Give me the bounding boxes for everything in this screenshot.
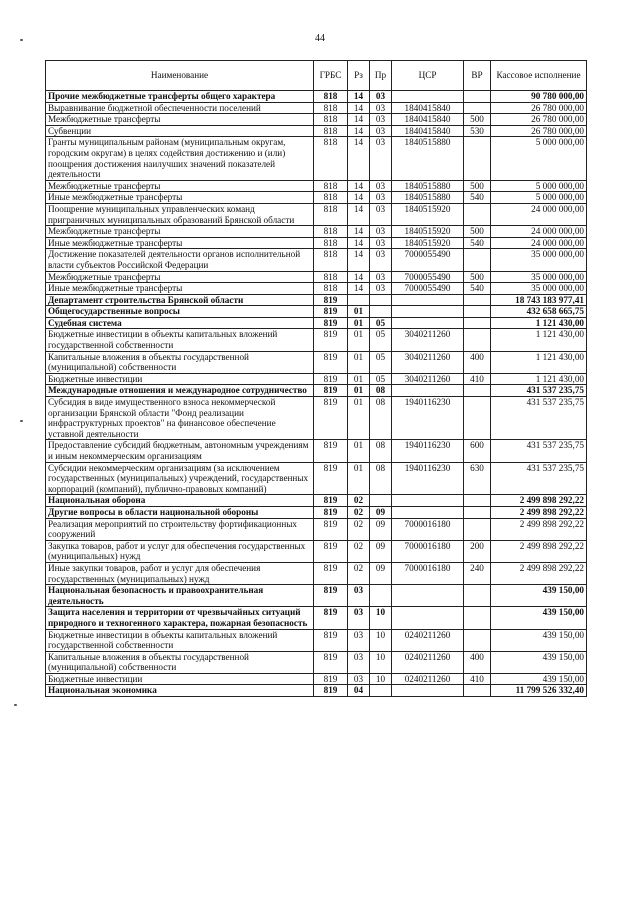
row-sum-cell: 432 658 665,75 — [491, 306, 587, 318]
row-csr-cell: 0240211260 — [392, 629, 464, 651]
row-grbs-cell: 819 — [314, 462, 348, 495]
row-grbs-cell: 818 — [314, 137, 348, 180]
row-sum-cell: 24 000 000,00 — [491, 203, 587, 225]
row-vr-cell: 500 — [464, 180, 491, 192]
row-sum-cell: 2 499 898 292,22 — [491, 518, 587, 540]
row-pr-cell: 10 — [370, 607, 392, 629]
row-pr-cell: 05 — [370, 373, 392, 385]
row-csr-cell — [392, 585, 464, 607]
row-rz-cell: 02 — [348, 495, 370, 507]
scan-speck — [20, 39, 23, 41]
header-grbs: ГРБС — [314, 61, 348, 91]
row-name-cell: Департамент строительства Брянской области — [46, 294, 314, 306]
row-grbs-cell: 819 — [314, 329, 348, 351]
row-sum-cell: 26 780 000,00 — [491, 125, 587, 137]
row-name-cell: Иные межбюджетные трансферты — [46, 237, 314, 249]
row-vr-cell — [464, 294, 491, 306]
row-vr-cell — [464, 385, 491, 397]
row-rz-cell: 01 — [348, 397, 370, 440]
row-vr-cell: 540 — [464, 283, 491, 295]
row-sum-cell: 26 780 000,00 — [491, 102, 587, 114]
row-csr-cell — [392, 91, 464, 103]
row-vr-cell — [464, 607, 491, 629]
row-csr-cell: 1940116230 — [392, 462, 464, 495]
row-name-cell: Капитальные вложения в объекты государственной (муниципальной) собственности — [46, 351, 314, 373]
row-pr-cell: 03 — [370, 271, 392, 283]
row-sum-cell: 2 499 898 292,22 — [491, 562, 587, 584]
row-vr-cell — [464, 495, 491, 507]
row-sum-cell: 431 537 235,75 — [491, 385, 587, 397]
row-rz-cell: 02 — [348, 562, 370, 584]
table-row — [46, 317, 587, 329]
row-grbs-cell: 818 — [314, 125, 348, 137]
row-vr-cell — [464, 397, 491, 440]
row-rz-cell: 03 — [348, 673, 370, 685]
row-csr-cell: 1940116230 — [392, 440, 464, 462]
row-name-cell: Бюджетные инвестиции — [46, 373, 314, 385]
row-pr-cell: 08 — [370, 385, 392, 397]
row-rz-cell: 14 — [348, 192, 370, 204]
row-sum-cell: 439 150,00 — [491, 673, 587, 685]
row-grbs-cell: 818 — [314, 226, 348, 238]
row-grbs-cell: 819 — [314, 518, 348, 540]
row-rz-cell: 01 — [348, 373, 370, 385]
row-sum-cell: 35 000 000,00 — [491, 283, 587, 295]
row-grbs-cell: 819 — [314, 585, 348, 607]
row-vr-cell — [464, 137, 491, 180]
row-sum-cell: 35 000 000,00 — [491, 271, 587, 283]
row-sum-cell: 431 537 235,75 — [491, 440, 587, 462]
row-sum-cell: 439 150,00 — [491, 585, 587, 607]
row-csr-cell: 1840415840 — [392, 125, 464, 137]
row-pr-cell: 08 — [370, 397, 392, 440]
table-row — [46, 562, 587, 584]
row-grbs-cell: 819 — [314, 562, 348, 584]
row-name-cell: Межбюджетные трансферты — [46, 271, 314, 283]
row-pr-cell: 10 — [370, 629, 392, 651]
row-rz-cell: 14 — [348, 203, 370, 225]
row-sum-cell: 26 780 000,00 — [491, 114, 587, 126]
row-pr-cell: 03 — [370, 192, 392, 204]
row-rz-cell: 14 — [348, 283, 370, 295]
row-rz-cell: 01 — [348, 329, 370, 351]
row-pr-cell: 03 — [370, 102, 392, 114]
row-grbs-cell: 818 — [314, 237, 348, 249]
row-csr-cell: 1840515880 — [392, 192, 464, 204]
table-row — [46, 440, 587, 462]
row-grbs-cell: 819 — [314, 495, 348, 507]
row-grbs-cell: 819 — [314, 317, 348, 329]
table-row — [46, 91, 587, 103]
row-name-cell: Иные межбюджетные трансферты — [46, 283, 314, 295]
table-row — [46, 651, 587, 673]
header-pr: Пр — [370, 61, 392, 91]
row-vr-cell — [464, 317, 491, 329]
row-pr-cell: 03 — [370, 137, 392, 180]
row-rz-cell: 03 — [348, 607, 370, 629]
row-pr-cell — [370, 685, 392, 697]
row-rz-cell: 14 — [348, 249, 370, 271]
table-row — [46, 607, 587, 629]
row-grbs-cell: 819 — [314, 385, 348, 397]
row-vr-cell: 530 — [464, 125, 491, 137]
row-pr-cell: 08 — [370, 462, 392, 495]
row-vr-cell: 500 — [464, 114, 491, 126]
row-grbs-cell: 818 — [314, 283, 348, 295]
table-row — [46, 249, 587, 271]
row-grbs-cell: 819 — [314, 440, 348, 462]
table-body — [46, 91, 587, 697]
row-csr-cell: 1840515920 — [392, 237, 464, 249]
row-name-cell: Межбюджетные трансферты — [46, 180, 314, 192]
row-rz-cell: 14 — [348, 271, 370, 283]
table-row — [46, 271, 587, 283]
row-rz-cell: 01 — [348, 440, 370, 462]
table-row — [46, 397, 587, 440]
header-vr: ВР — [464, 61, 491, 91]
table-row — [46, 294, 587, 306]
row-csr-cell — [392, 685, 464, 697]
row-rz-cell: 01 — [348, 306, 370, 318]
row-sum-cell: 439 150,00 — [491, 607, 587, 629]
row-rz-cell: 01 — [348, 351, 370, 373]
row-name-cell: Иные межбюджетные трансферты — [46, 192, 314, 204]
table-row — [46, 192, 587, 204]
row-vr-cell — [464, 518, 491, 540]
row-vr-cell — [464, 629, 491, 651]
row-vr-cell: 540 — [464, 192, 491, 204]
row-vr-cell — [464, 91, 491, 103]
row-grbs-cell: 819 — [314, 651, 348, 673]
row-grbs-cell: 819 — [314, 685, 348, 697]
table-row — [46, 114, 587, 126]
table-row — [46, 685, 587, 697]
row-pr-cell: 09 — [370, 540, 392, 562]
row-csr-cell: 7000055490 — [392, 283, 464, 295]
row-name-cell: Субсидии некоммерческим организациям (за исключением государственных (муниципальных) учреждений, государственных корпораций (компаний), публично-правовых компаний) — [46, 462, 314, 495]
row-csr-cell: 7000055490 — [392, 249, 464, 271]
row-csr-cell: 1840415840 — [392, 114, 464, 126]
row-pr-cell: 10 — [370, 673, 392, 685]
table-row — [46, 385, 587, 397]
row-rz-cell: 02 — [348, 518, 370, 540]
budget-execution-table — [45, 60, 587, 697]
row-sum-cell: 431 537 235,75 — [491, 397, 587, 440]
row-pr-cell: 03 — [370, 91, 392, 103]
row-vr-cell — [464, 306, 491, 318]
row-vr-cell — [464, 249, 491, 271]
row-csr-cell: 7000016180 — [392, 518, 464, 540]
row-name-cell: Субсидия в виде имущественного взноса некоммерческой организации Брянской области "Фонд реализации инфраструктурных проектов" на финансовое обеспечение уставной деятельности — [46, 397, 314, 440]
row-pr-cell: 03 — [370, 226, 392, 238]
row-rz-cell: 14 — [348, 137, 370, 180]
row-pr-cell: 10 — [370, 651, 392, 673]
row-sum-cell: 5 000 000,00 — [491, 137, 587, 180]
row-csr-cell — [392, 385, 464, 397]
row-pr-cell — [370, 585, 392, 607]
row-name-cell: Национальная экономика — [46, 685, 314, 697]
row-grbs-cell: 818 — [314, 102, 348, 114]
row-grbs-cell: 818 — [314, 180, 348, 192]
row-name-cell: Реализация мероприятий по строительству фортификационных сооружений — [46, 518, 314, 540]
row-vr-cell: 200 — [464, 540, 491, 562]
row-rz-cell: 14 — [348, 102, 370, 114]
row-csr-cell: 7000055490 — [392, 271, 464, 283]
row-vr-cell — [464, 329, 491, 351]
row-rz-cell: 02 — [348, 540, 370, 562]
header-sum: Кассовое исполнение — [491, 61, 587, 91]
row-grbs-cell: 819 — [314, 629, 348, 651]
row-name-cell: Межбюджетные трансферты — [46, 114, 314, 126]
row-grbs-cell: 818 — [314, 192, 348, 204]
row-name-cell: Закупка товаров, работ и услуг для обеспечения государственных (муниципальных) нужд — [46, 540, 314, 562]
table-row — [46, 495, 587, 507]
scan-speck — [20, 420, 23, 422]
row-sum-cell: 439 150,00 — [491, 651, 587, 673]
row-grbs-cell: 819 — [314, 294, 348, 306]
row-pr-cell: 03 — [370, 180, 392, 192]
row-grbs-cell: 819 — [314, 607, 348, 629]
row-sum-cell: 1 121 430,00 — [491, 373, 587, 385]
table-row — [46, 506, 587, 518]
row-name-cell: Прочие межбюджетные трансферты общего характера — [46, 91, 314, 103]
row-csr-cell — [392, 306, 464, 318]
table-row — [46, 462, 587, 495]
row-sum-cell: 1 121 430,00 — [491, 317, 587, 329]
row-pr-cell: 09 — [370, 562, 392, 584]
row-name-cell: Национальная оборона — [46, 495, 314, 507]
table-header-row — [46, 61, 587, 91]
row-rz-cell: 01 — [348, 462, 370, 495]
row-grbs-cell: 819 — [314, 673, 348, 685]
table-row — [46, 283, 587, 295]
row-name-cell: Субвенции — [46, 125, 314, 137]
page-number: 44 — [315, 33, 325, 44]
row-vr-cell — [464, 685, 491, 697]
row-csr-cell: 1840415840 — [392, 102, 464, 114]
row-vr-cell — [464, 506, 491, 518]
row-grbs-cell: 818 — [314, 114, 348, 126]
row-name-cell: Межбюджетные трансферты — [46, 226, 314, 238]
table-row — [46, 306, 587, 318]
table-row — [46, 629, 587, 651]
row-csr-cell: 3040211260 — [392, 329, 464, 351]
row-sum-cell: 11 799 526 332,40 — [491, 685, 587, 697]
table-row — [46, 351, 587, 373]
row-vr-cell — [464, 102, 491, 114]
row-rz-cell: 14 — [348, 180, 370, 192]
row-name-cell: Бюджетные инвестиции — [46, 673, 314, 685]
row-vr-cell: 400 — [464, 351, 491, 373]
row-sum-cell: 18 743 183 977,41 — [491, 294, 587, 306]
row-csr-cell: 1840515920 — [392, 226, 464, 238]
row-name-cell: Судебная система — [46, 317, 314, 329]
row-csr-cell — [392, 495, 464, 507]
row-rz-cell: 03 — [348, 629, 370, 651]
header-csr: ЦСР — [392, 61, 464, 91]
row-grbs-cell: 819 — [314, 506, 348, 518]
row-name-cell: Общегосударственные вопросы — [46, 306, 314, 318]
row-grbs-cell: 818 — [314, 271, 348, 283]
header-rz: Рз — [348, 61, 370, 91]
row-name-cell: Защита населения и территории от чрезвычайных ситуаций природного и техногенного характера, пожарная безопасность — [46, 607, 314, 629]
row-sum-cell: 5 000 000,00 — [491, 180, 587, 192]
row-csr-cell: 0240211260 — [392, 673, 464, 685]
row-rz-cell: 14 — [348, 226, 370, 238]
row-name-cell: Выравнивание бюджетной обеспеченности поселений — [46, 102, 314, 114]
row-sum-cell: 2 499 898 292,22 — [491, 506, 587, 518]
row-csr-cell: 7000016180 — [392, 540, 464, 562]
row-pr-cell — [370, 294, 392, 306]
table-row — [46, 226, 587, 238]
row-rz-cell: 14 — [348, 91, 370, 103]
row-vr-cell — [464, 585, 491, 607]
header-name: Наименование — [46, 61, 314, 91]
row-grbs-cell: 819 — [314, 351, 348, 373]
row-name-cell: Поощрение муниципальных управленческих команд приграничных муниципальных образований Брянской области — [46, 203, 314, 225]
row-vr-cell — [464, 203, 491, 225]
row-pr-cell: 03 — [370, 125, 392, 137]
table-row — [46, 180, 587, 192]
row-name-cell: Достижение показателей деятельности органов исполнительной власти субъектов Российской Федерации — [46, 249, 314, 271]
row-grbs-cell: 818 — [314, 203, 348, 225]
scan-speck — [14, 704, 17, 706]
row-sum-cell: 1 121 430,00 — [491, 351, 587, 373]
row-rz-cell: 14 — [348, 237, 370, 249]
row-csr-cell: 1840515880 — [392, 137, 464, 180]
row-sum-cell: 431 537 235,75 — [491, 462, 587, 495]
row-sum-cell: 35 000 000,00 — [491, 249, 587, 271]
row-sum-cell: 1 121 430,00 — [491, 329, 587, 351]
row-vr-cell: 540 — [464, 237, 491, 249]
table-row — [46, 203, 587, 225]
table-row — [46, 137, 587, 180]
row-vr-cell: 410 — [464, 373, 491, 385]
table-row — [46, 125, 587, 137]
row-csr-cell — [392, 506, 464, 518]
row-pr-cell: 05 — [370, 317, 392, 329]
row-pr-cell: 03 — [370, 283, 392, 295]
row-pr-cell: 08 — [370, 440, 392, 462]
row-sum-cell: 24 000 000,00 — [491, 226, 587, 238]
row-grbs-cell: 819 — [314, 540, 348, 562]
row-name-cell: Международные отношения и международное сотрудничество — [46, 385, 314, 397]
row-grbs-cell: 819 — [314, 397, 348, 440]
row-grbs-cell: 818 — [314, 91, 348, 103]
row-pr-cell: 09 — [370, 518, 392, 540]
table-row — [46, 585, 587, 607]
row-pr-cell — [370, 495, 392, 507]
row-csr-cell: 1840515880 — [392, 180, 464, 192]
row-name-cell: Национальная безопасность и правоохранительная деятельность — [46, 585, 314, 607]
row-sum-cell: 90 780 000,00 — [491, 91, 587, 103]
table-row — [46, 237, 587, 249]
row-csr-cell: 0240211260 — [392, 651, 464, 673]
row-rz-cell: 03 — [348, 585, 370, 607]
row-csr-cell: 1840515920 — [392, 203, 464, 225]
row-vr-cell: 500 — [464, 226, 491, 238]
row-vr-cell: 400 — [464, 651, 491, 673]
row-rz-cell: 01 — [348, 317, 370, 329]
row-pr-cell: 03 — [370, 249, 392, 271]
row-sum-cell: 5 000 000,00 — [491, 192, 587, 204]
table-row — [46, 540, 587, 562]
row-name-cell: Бюджетные инвестиции в объекты капитальных вложений государственной собственности — [46, 329, 314, 351]
table-row — [46, 673, 587, 685]
row-pr-cell: 03 — [370, 237, 392, 249]
table-row — [46, 373, 587, 385]
table-row — [46, 102, 587, 114]
row-csr-cell: 3040211260 — [392, 373, 464, 385]
row-csr-cell — [392, 607, 464, 629]
row-pr-cell: 03 — [370, 203, 392, 225]
row-csr-cell — [392, 294, 464, 306]
row-pr-cell: 05 — [370, 351, 392, 373]
row-csr-cell — [392, 317, 464, 329]
row-rz-cell — [348, 294, 370, 306]
row-sum-cell: 2 499 898 292,22 — [491, 495, 587, 507]
row-name-cell: Предоставление субсидий бюджетным, автономным учреждениям и иным некоммерческим организациям — [46, 440, 314, 462]
row-csr-cell: 7000016180 — [392, 562, 464, 584]
row-sum-cell: 439 150,00 — [491, 629, 587, 651]
row-name-cell: Бюджетные инвестиции в объекты капитальных вложений государственной собственности — [46, 629, 314, 651]
row-sum-cell: 24 000 000,00 — [491, 237, 587, 249]
row-grbs-cell: 819 — [314, 373, 348, 385]
row-pr-cell: 05 — [370, 329, 392, 351]
row-name-cell: Капитальные вложения в объекты государственной (муниципальной) собственности — [46, 651, 314, 673]
row-grbs-cell: 818 — [314, 249, 348, 271]
row-vr-cell: 630 — [464, 462, 491, 495]
row-vr-cell: 500 — [464, 271, 491, 283]
row-pr-cell: 03 — [370, 114, 392, 126]
row-rz-cell: 02 — [348, 506, 370, 518]
row-vr-cell: 240 — [464, 562, 491, 584]
row-name-cell: Гранты муниципальным районам (муниципальным округам, городским округам) в целях содействия достижению и (или) поощрения достижения наилучших значений показателей деятельности — [46, 137, 314, 180]
row-name-cell: Иные закупки товаров, работ и услуг для обеспечения государственных (муниципальных) нужд — [46, 562, 314, 584]
row-csr-cell: 3040211260 — [392, 351, 464, 373]
row-pr-cell — [370, 306, 392, 318]
row-pr-cell: 09 — [370, 506, 392, 518]
table-row — [46, 518, 587, 540]
row-rz-cell: 01 — [348, 385, 370, 397]
row-name-cell: Другие вопросы в области национальной обороны — [46, 506, 314, 518]
row-sum-cell: 2 499 898 292,22 — [491, 540, 587, 562]
row-vr-cell: 410 — [464, 673, 491, 685]
row-rz-cell: 14 — [348, 114, 370, 126]
row-rz-cell: 04 — [348, 685, 370, 697]
row-rz-cell: 14 — [348, 125, 370, 137]
row-grbs-cell: 819 — [314, 306, 348, 318]
row-rz-cell: 03 — [348, 651, 370, 673]
row-vr-cell: 600 — [464, 440, 491, 462]
table-row — [46, 329, 587, 351]
row-csr-cell: 1940116230 — [392, 397, 464, 440]
